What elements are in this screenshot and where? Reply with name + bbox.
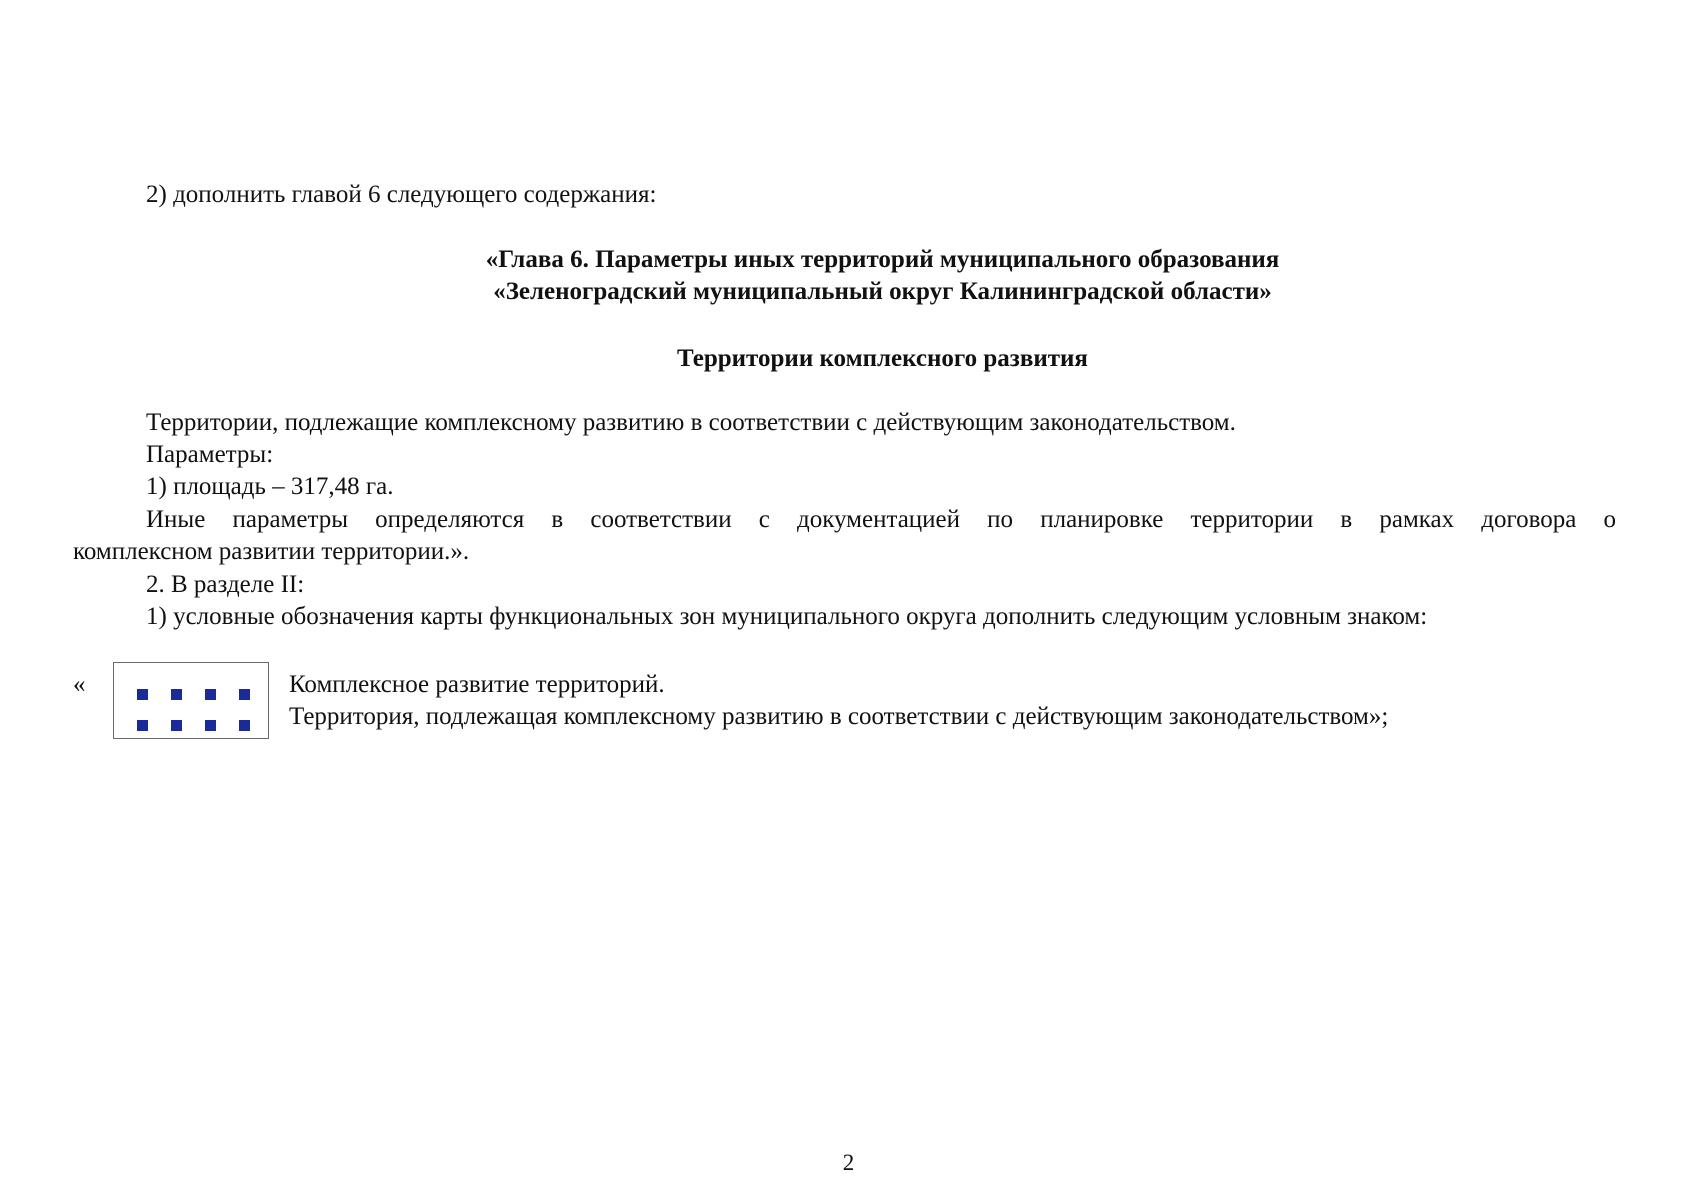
legend-instruction: 1) условные обозначения карты функциональных зон муниципального округа дополнить следующим условным знаком: <box>146 603 1428 630</box>
param-area: 1) площадь – 317,48 га. <box>146 473 394 500</box>
legend-symbol-box <box>113 662 269 739</box>
params-label: Параметры: <box>146 441 274 468</box>
chapter-title-line-2: «Зеленоградский муниципальный округ Калининградской области» <box>493 278 1272 305</box>
legend-description: Территория, подлежащая комплексному развитию в соответствии с действующим законодательством»; <box>289 703 1389 730</box>
chapter-title-line-1: «Глава 6. Параметры иных территорий муниципального образования <box>485 246 1280 273</box>
other-params-line-2: комплексном развитии территории.». <box>73 538 470 565</box>
page-number: 2 <box>842 1150 855 1175</box>
legend-marker <box>239 720 250 731</box>
item-2-text: 2) дополнить главой 6 следующего содержания: <box>146 181 657 208</box>
section-title: Территории комплексного развития <box>677 345 1088 372</box>
legend-marker <box>205 689 216 700</box>
legend-marker <box>137 689 148 700</box>
other-params-line-1: Иные параметры определяются в соответствии с документацией по планировке территории в рамках договора о <box>146 506 1616 533</box>
legend-open-quote: « <box>73 671 86 698</box>
legend-marker <box>171 720 182 731</box>
section-ii-heading: 2. В разделе II: <box>146 571 305 598</box>
territories-paragraph: Территории, подлежащие комплексному развитию в соответствии с действующим законодательством. <box>146 409 1236 436</box>
legend-marker <box>239 689 250 700</box>
legend-marker <box>171 689 182 700</box>
legend-marker <box>205 720 216 731</box>
legend-marker <box>137 720 148 731</box>
legend-name: Комплексное развитие территорий. <box>289 671 665 698</box>
